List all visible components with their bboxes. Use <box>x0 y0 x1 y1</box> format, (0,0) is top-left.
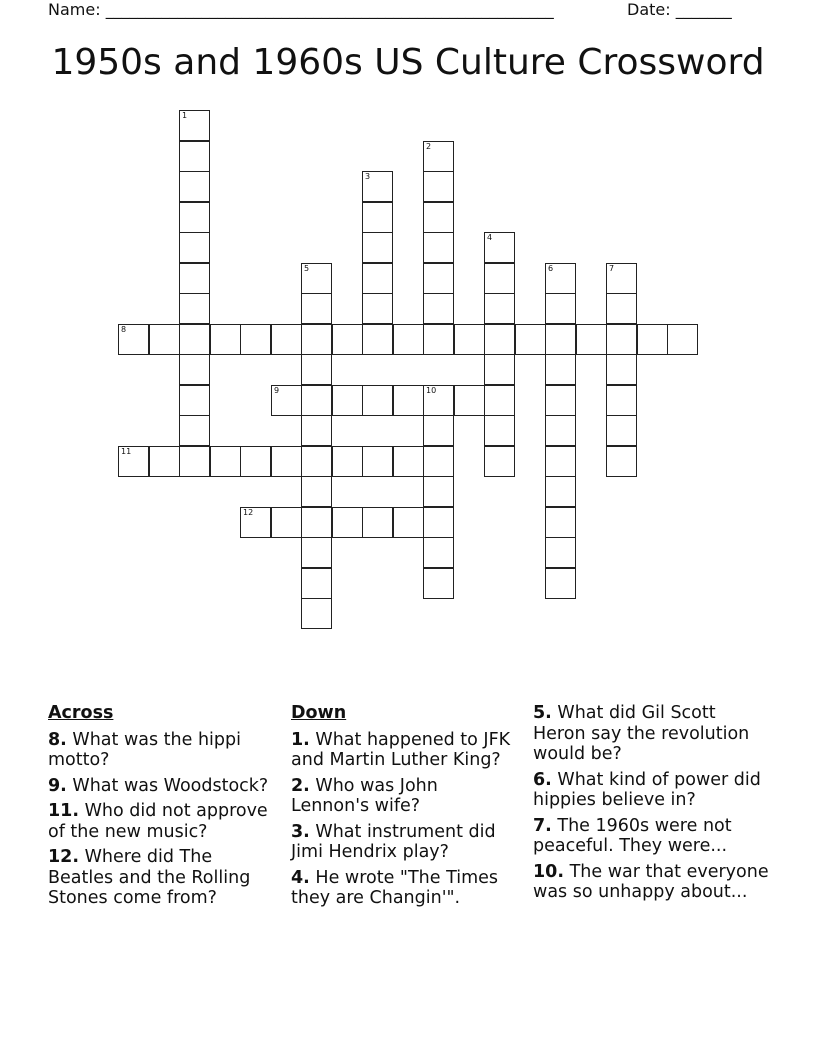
down-clues <box>291 703 516 914</box>
clue-down-10: 10. The war that everyone was so unhappy about... <box>533 861 769 902</box>
grid-cell[interactable] <box>423 476 454 507</box>
grid-cell[interactable] <box>301 507 332 538</box>
grid-cell[interactable] <box>606 263 637 294</box>
grid-cell[interactable] <box>484 324 515 355</box>
grid-cell[interactable] <box>240 324 271 355</box>
grid-cell[interactable] <box>606 324 637 355</box>
grid-cell[interactable] <box>240 507 271 538</box>
grid-cell[interactable] <box>332 507 363 538</box>
grid-cell[interactable] <box>179 171 210 202</box>
cell-number: 10 <box>426 386 437 395</box>
grid-cell[interactable] <box>484 385 515 416</box>
clue-across-12: 12. Where did The Beatles and the Rolling Stones come from? <box>48 847 251 908</box>
grid-cell[interactable] <box>545 568 576 599</box>
grid-cell[interactable] <box>332 324 363 355</box>
grid-cell[interactable] <box>179 263 210 294</box>
grid-cell[interactable] <box>179 415 210 446</box>
grid-cell[interactable] <box>423 141 454 172</box>
grid-cell[interactable] <box>545 293 576 324</box>
clue-down-5: 5. What did Gil Scott Heron say the revolution would be? <box>533 703 750 764</box>
grid-cell[interactable] <box>362 324 393 355</box>
grid-cell[interactable] <box>667 324 698 355</box>
name-label: Name: <box>48 0 101 19</box>
down-clues-continued <box>533 703 773 908</box>
clue-down-1: 1. What happened to JFK and Martin Luther King? <box>291 729 511 770</box>
grid-cell[interactable] <box>393 507 424 538</box>
grid-cell[interactable] <box>484 263 515 294</box>
clue-across-9: 9. What was Woodstock? <box>48 775 269 796</box>
grid-cell[interactable] <box>545 354 576 385</box>
date-label: Date: <box>627 0 671 19</box>
grid-cell[interactable] <box>423 232 454 263</box>
grid-cell[interactable] <box>179 232 210 263</box>
grid-cell[interactable] <box>118 324 149 355</box>
grid-cell[interactable] <box>362 385 393 416</box>
grid-cell[interactable] <box>637 324 668 355</box>
clue-across-8: 8. What was the hippi motto? <box>48 729 241 770</box>
cell-number: 5 <box>304 264 310 273</box>
grid-cell[interactable] <box>301 385 332 416</box>
grid-cell[interactable] <box>545 507 576 538</box>
grid-cell[interactable] <box>423 507 454 538</box>
grid-cell[interactable] <box>271 385 302 416</box>
grid-cell[interactable] <box>545 263 576 294</box>
grid-cell[interactable] <box>423 446 454 477</box>
cell-number: 12 <box>243 508 254 517</box>
grid-cell[interactable] <box>362 507 393 538</box>
grid-cell[interactable] <box>362 171 393 202</box>
grid-cell[interactable] <box>179 385 210 416</box>
clue-down-6: 6. What kind of power did hippies believe in? <box>533 769 761 810</box>
grid-cell[interactable] <box>271 324 302 355</box>
grid-cell[interactable] <box>515 324 546 355</box>
grid-cell[interactable] <box>301 568 332 599</box>
grid-cell[interactable] <box>118 446 149 477</box>
grid-cell[interactable] <box>149 324 180 355</box>
grid-cell[interactable] <box>393 324 424 355</box>
grid-cell[interactable] <box>362 293 393 324</box>
grid-cell[interactable] <box>484 293 515 324</box>
grid-cell[interactable] <box>332 446 363 477</box>
cell-number: 2 <box>426 142 432 151</box>
grid-cell[interactable] <box>301 354 332 385</box>
grid-cell[interactable] <box>454 385 485 416</box>
grid-cell[interactable] <box>301 476 332 507</box>
grid-cell[interactable] <box>423 537 454 568</box>
grid-cell[interactable] <box>545 324 576 355</box>
grid-cell[interactable] <box>484 232 515 263</box>
grid-cell[interactable] <box>545 415 576 446</box>
grid-cell[interactable] <box>271 507 302 538</box>
grid-cell[interactable] <box>210 446 241 477</box>
across-heading: Across <box>48 703 114 723</box>
grid-cell[interactable] <box>179 354 210 385</box>
grid-cell[interactable] <box>423 171 454 202</box>
grid-cell[interactable] <box>606 446 637 477</box>
grid-cell[interactable] <box>545 446 576 477</box>
clue-down-4: 4. He wrote "The Times they are Changin'". <box>291 867 499 908</box>
grid-cell[interactable] <box>301 324 332 355</box>
grid-cell[interactable] <box>423 293 454 324</box>
grid-cell[interactable] <box>606 354 637 385</box>
grid-cell[interactable] <box>423 324 454 355</box>
clue-down-2: 2. Who was John Lennon's wife? <box>291 775 438 816</box>
grid-cell[interactable] <box>423 568 454 599</box>
cell-number: 8 <box>121 325 127 334</box>
grid-cell[interactable] <box>271 446 302 477</box>
grid-cell[interactable] <box>210 324 241 355</box>
clue-down-3: 3. What instrument did Jimi Hendrix play? <box>291 821 496 862</box>
grid-cell[interactable] <box>423 263 454 294</box>
grid-cell[interactable] <box>362 202 393 233</box>
grid-cell[interactable] <box>301 415 332 446</box>
name-blank[interactable]: ________________________________________________________ <box>105 0 554 19</box>
cell-number: 3 <box>365 172 371 181</box>
grid-cell[interactable] <box>301 263 332 294</box>
grid-cell[interactable] <box>179 293 210 324</box>
grid-cell[interactable] <box>576 324 607 355</box>
clue-down-7: 7. The 1960s were not peaceful. They were... <box>533 815 732 856</box>
grid-cell[interactable] <box>393 385 424 416</box>
grid-cell[interactable] <box>545 385 576 416</box>
grid-cell[interactable] <box>606 415 637 446</box>
grid-cell[interactable] <box>240 446 271 477</box>
grid-cell[interactable] <box>484 446 515 477</box>
grid-cell[interactable] <box>606 385 637 416</box>
cell-number: 1 <box>182 111 188 120</box>
grid-cell[interactable] <box>545 476 576 507</box>
grid-cell[interactable] <box>179 110 210 141</box>
grid-cell[interactable] <box>423 385 454 416</box>
grid-cell[interactable] <box>545 537 576 568</box>
grid-cell[interactable] <box>332 385 363 416</box>
grid-cell[interactable] <box>606 293 637 324</box>
grid-cell[interactable] <box>301 598 332 629</box>
page-title: 1950s and 1960s US Culture Crossword <box>51 42 765 83</box>
grid-cell[interactable] <box>149 446 180 477</box>
grid-cell[interactable] <box>362 232 393 263</box>
grid-cell[interactable] <box>362 446 393 477</box>
grid-cell[interactable] <box>179 141 210 172</box>
grid-cell[interactable] <box>484 354 515 385</box>
across-clues <box>48 703 273 914</box>
grid-cell[interactable] <box>423 202 454 233</box>
down-heading: Down <box>291 703 347 723</box>
cell-number: 7 <box>609 264 615 273</box>
grid-cell[interactable] <box>423 415 454 446</box>
grid-cell[interactable] <box>301 537 332 568</box>
grid-cell[interactable] <box>301 293 332 324</box>
cell-number: 6 <box>548 264 554 273</box>
grid-cell[interactable] <box>301 446 332 477</box>
grid-cell[interactable] <box>484 415 515 446</box>
cell-number: 4 <box>487 233 493 242</box>
grid-cell[interactable] <box>179 202 210 233</box>
clue-across-11: 11. Who did not approve of the new music? <box>48 801 268 842</box>
date-blank[interactable]: _______ <box>675 0 732 19</box>
grid-cell[interactable] <box>362 263 393 294</box>
grid-cell[interactable] <box>393 446 424 477</box>
cell-number: 11 <box>121 447 132 456</box>
grid-cell[interactable] <box>454 324 485 355</box>
grid-cell[interactable] <box>179 324 210 355</box>
grid-cell[interactable] <box>179 446 210 477</box>
cell-number: 9 <box>274 386 280 395</box>
